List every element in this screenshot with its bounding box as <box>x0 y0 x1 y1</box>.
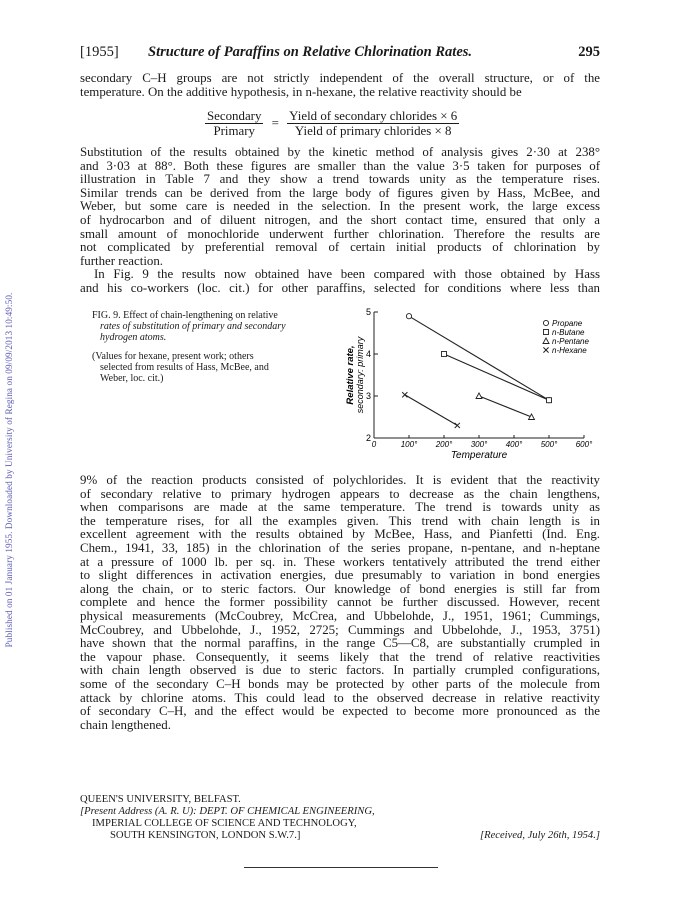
text-line: chain lengthened. <box>80 717 171 732</box>
text-line: with chain length observed is due to steric factors. In partially crumpled configurations, <box>80 663 600 678</box>
caption-note-line: Weber, loc. cit.) <box>100 373 164 384</box>
text-line: physical measurements (McCoubrey, McCrea, and Ubbelohde, J., 1951, 1961; Cummings, <box>80 608 600 623</box>
affiliation-line: IMPERIAL COLLEGE OF SCIENCE AND TECHNOLOGY, <box>92 818 357 829</box>
received-date: [Received, July 26th, 1954.] <box>479 830 600 841</box>
paragraph-3 <box>80 268 600 295</box>
text-line: when comparisons are made at the same temperature. The trend is towards unity as <box>80 500 600 515</box>
series-line <box>405 395 458 426</box>
legend-marker <box>543 338 549 344</box>
data-point <box>476 393 482 399</box>
text-line: and his co-workers (loc. cit.) for other paraffins, selected for conditions where less than <box>80 280 600 295</box>
legend-label: n-Butane <box>552 328 585 337</box>
affiliation-line: SOUTH KENSINGTON, LONDON S.W.7.] <box>110 830 301 841</box>
equation-rhs-numerator: Yield of secondary chlorides × 6 <box>289 109 458 123</box>
y-tick-label: 2 <box>365 433 371 443</box>
y-tick-label: 5 <box>365 307 371 317</box>
equation-equals: = <box>271 116 279 130</box>
text-line: Weber, but some care is needed in the selection. In the present work, the large excess <box>80 199 600 214</box>
text-line: to slight differences in activation energies, due presumably to variation in bond energies <box>80 568 600 583</box>
series-line <box>479 396 532 417</box>
download-watermark <box>2 160 16 780</box>
data-point <box>406 314 411 319</box>
end-rule <box>244 867 438 868</box>
equation-lhs <box>205 109 263 138</box>
text-line: of secondary relative to primary hydrogen appears to decrease as the chain lengthens, <box>80 486 600 501</box>
header-title: Structure of Paraffins on Relative Chlorination Rates. <box>148 44 473 60</box>
equation-lhs-numerator: Secondary <box>207 109 262 123</box>
x-tick-label: 200° <box>435 440 453 449</box>
affiliation-line: [Present Address (A. R. U): DEPT. OF CHEMICAL ENGINEERING, <box>80 806 375 817</box>
text-line: along the chain, or to steric factors. Our knowledge of bond energies is still far from <box>80 581 600 596</box>
legend-label: Propane <box>552 319 583 328</box>
equation-rhs-denominator: Yield of primary chlorides × 8 <box>294 124 452 138</box>
caption-line: rates of substitution of primary and secondary <box>100 321 286 332</box>
text-line: of secondary C–H, and the effect would be expected to become more pronounced as the <box>80 704 600 719</box>
text-line: temperature. On the additive hypothesis, in n-hexane, the relative reactivity should be <box>80 84 522 99</box>
text-line: further reaction. <box>80 253 164 268</box>
text-line: some of the secondary C–H bonds may be protected by other parts of the molecule from <box>80 676 600 691</box>
page-number: 295 <box>578 44 600 60</box>
paragraph-4 <box>80 474 600 732</box>
x-tick-label: 0 <box>371 440 377 449</box>
paragraph-1 <box>80 72 600 99</box>
text-line: attack by chlorine atoms. This could lead to the observed decrease in relative reactivity <box>80 690 600 705</box>
data-point <box>547 398 552 403</box>
text-line: In Fig. 9 the results now obtained have been compared with those obtained by Hass <box>94 267 600 281</box>
series-line <box>409 316 549 400</box>
y-axis-title: Relative rate, <box>345 345 356 405</box>
text-line: have shown that the normal paraffins, in the range C5—C8, are substantially crumpled in <box>80 636 600 651</box>
text-line: of hydrocarbon and of diluent nitrogen, and the short contact time, ensured that only a <box>80 212 600 227</box>
legend-label: n-Hexane <box>552 346 587 355</box>
text-line: Chem., 1941, 33, 185) in the chlorination of the series propane, n-pentane, and n-heptane <box>80 540 600 555</box>
y-tick-label: 3 <box>365 391 371 401</box>
caption-note-line: selected from results of Hass, McBee, and <box>100 362 269 373</box>
y-tick-label: 4 <box>365 349 371 359</box>
figure-caption <box>92 310 340 384</box>
running-header <box>80 44 600 64</box>
data-point <box>442 352 447 357</box>
header-year: [1955] <box>80 44 119 60</box>
equation-rhs <box>287 109 459 138</box>
text-line: excellent agreement with the results obtained by McBee, Hass, and Pianfetti (Ind. Eng. <box>80 527 600 542</box>
caption-line: FIG. 9. Effect of chain-lengthening on relative <box>92 310 278 321</box>
text-line: 9% of the reaction products consisted of polychlorides. It is evident that the reactivity <box>80 473 600 487</box>
text-line: secondary C–H groups are not strictly independent of the overall structure, or of the <box>80 71 600 85</box>
caption-line: hydrogen atoms. <box>100 332 167 343</box>
x-axis-title: Temperature <box>450 450 508 461</box>
reactivity-equation <box>205 109 459 138</box>
x-tick-label: 400° <box>505 440 523 449</box>
text-line: small amount of monochloride underwent further chlorination. Therefore the results are <box>80 226 600 241</box>
text-line: McCoubrey, and Ubbelohde, J., 1952, 2725; Cummings and Ubbelohde, J., 1953, 3751) <box>80 622 600 637</box>
text-line: the temperature rises, for all the examples given. This trend with chain length is in <box>80 513 600 528</box>
caption-note-line: (Values for hexane, present work; others <box>92 351 254 362</box>
text-line: and 3·03 at 88°. Both these figures are smaller than the value 3·5 taken for purposes of <box>80 158 600 173</box>
y-axis-title: secondary: primary <box>355 336 365 414</box>
download-watermark-text: Published on 01 January 1955. Downloaded by University of Regina on 09/09/2013 10:49:50. <box>4 292 14 648</box>
legend-marker <box>543 320 548 325</box>
series-line <box>444 354 549 400</box>
paragraph-2 <box>80 146 600 268</box>
legend-label: n-Pentane <box>552 337 589 346</box>
text-line: complete and hence the former possibility cannot be further discussed. However, recent <box>80 595 600 610</box>
legend-marker <box>544 330 549 335</box>
text-line: the vapour phase. Consequently, it seems likely that the trend of relative reactivities <box>80 649 600 664</box>
text-line: at a pressure of 1000 lb. per sq. in. These workers tentatively attributed the trend either <box>80 554 600 569</box>
affiliation-line: QUEEN'S UNIVERSITY, BELFAST. <box>80 794 241 805</box>
affiliation-footer <box>80 794 600 842</box>
x-tick-label: 600° <box>575 440 593 449</box>
x-tick-label: 100° <box>400 440 418 449</box>
x-tick-label: 300° <box>470 440 488 449</box>
text-line: not complicated by preferential removal of certain initial products of chlorination by <box>80 240 600 255</box>
text-line: Similar trends can be derived from the large body of figures given by Hass, McBee, and <box>80 185 600 200</box>
x-tick-label: 500° <box>540 440 558 449</box>
text-line: illustration in Table 7 and they show a trend towards unity as the temperature rises. <box>80 172 600 187</box>
equation-lhs-denominator: Primary <box>213 124 255 138</box>
text-line: Substitution of the results obtained by the kinetic method of analysis gives 2·30 at 238° <box>80 145 600 159</box>
figure-9-chart <box>344 300 634 468</box>
